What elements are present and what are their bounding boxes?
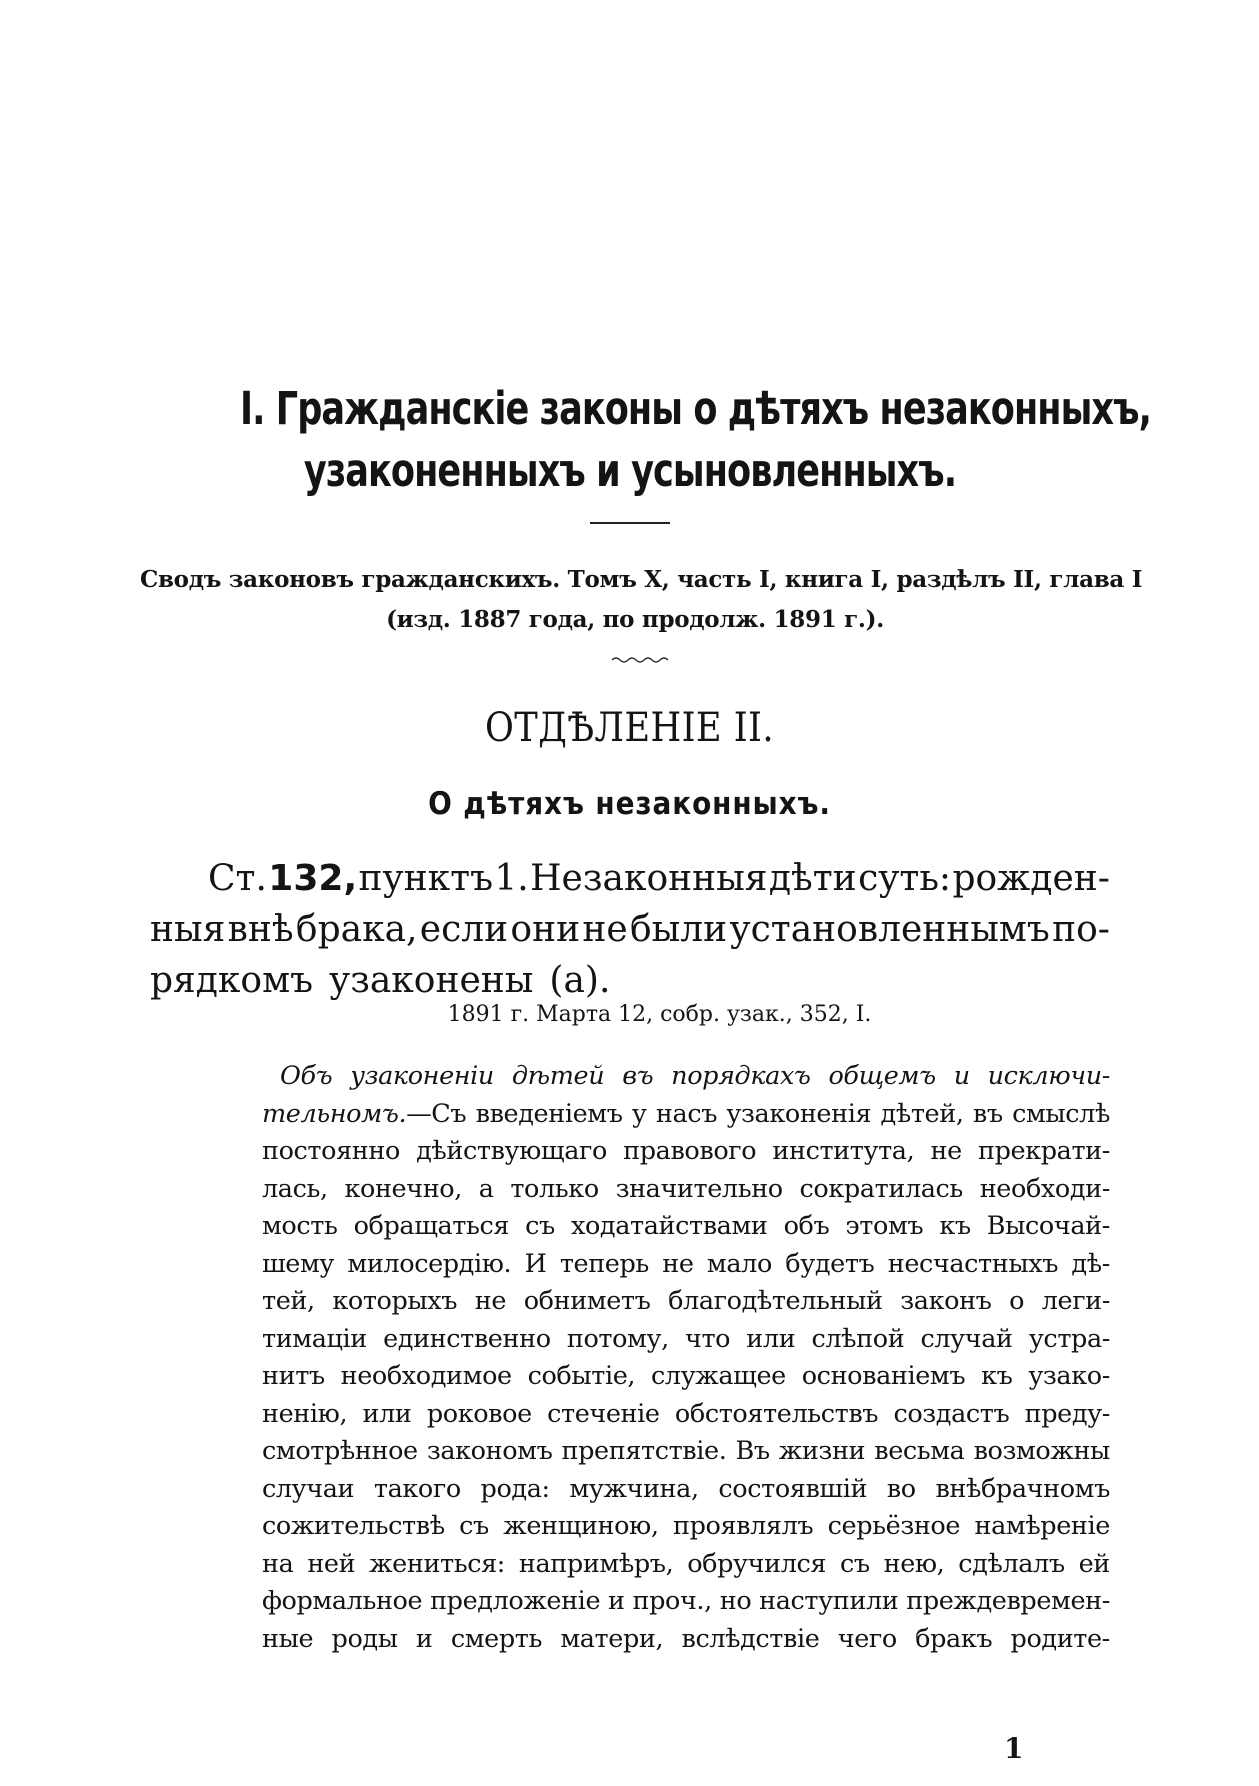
- document-title: [240, 378, 1151, 502]
- commentary-word: Въ: [735, 1436, 770, 1466]
- commentary-word: обращаться: [353, 1211, 510, 1241]
- commentary-word: бракъ: [915, 1623, 993, 1654]
- commentary-word: такого: [373, 1473, 461, 1504]
- commentary-word: ненію,: [262, 1398, 348, 1429]
- commentary-word: значительно: [615, 1173, 783, 1204]
- commentary-word: нею,: [883, 1548, 945, 1579]
- commentary-word: весьма: [874, 1436, 965, 1466]
- commentary-word: намѣреніе: [974, 1511, 1110, 1541]
- article-word: внѣ: [227, 909, 294, 950]
- commentary-word: сожительствѣ: [262, 1511, 445, 1541]
- commentary-line: [262, 1208, 1110, 1246]
- commentary-word: которыхъ: [332, 1286, 458, 1316]
- ornament-divider: [610, 655, 670, 665]
- section-subtitle: О дѣтяхъ незаконныхъ.: [428, 786, 831, 822]
- commentary-word: ней: [307, 1548, 356, 1579]
- commentary-word: постоянно: [262, 1136, 400, 1166]
- article-word: ныя: [150, 909, 226, 950]
- commentary-word: или: [362, 1398, 412, 1429]
- commentary-word: не: [930, 1136, 962, 1166]
- commentary-word: роды: [331, 1623, 398, 1654]
- commentary-line: [262, 1396, 1110, 1434]
- article-word: рядкомъ: [150, 960, 314, 1001]
- commentary-word: прекрати-: [977, 1136, 1110, 1166]
- commentary-word: И: [524, 1248, 547, 1279]
- commentary-word: случаи: [262, 1473, 355, 1504]
- commentary-word: стеченіе: [547, 1398, 660, 1429]
- commentary-word: женщиною,: [503, 1511, 659, 1541]
- commentary-word: ные: [262, 1623, 314, 1654]
- commentary-word: событіе,: [527, 1361, 636, 1391]
- commentary-word: правового: [623, 1136, 757, 1166]
- commentary-word: напримѣръ,: [518, 1548, 674, 1579]
- commentary-word: Объ: [280, 1061, 333, 1091]
- commentary-word: не: [662, 1248, 694, 1279]
- commentary-word: и: [953, 1061, 970, 1091]
- commentary-word: нитъ: [262, 1361, 325, 1391]
- commentary-word: проч.,: [632, 1586, 712, 1616]
- article-word: узаконены: [329, 960, 534, 1001]
- article-word: не: [582, 909, 628, 950]
- commentary-word: что: [684, 1323, 731, 1354]
- commentary-word: въ: [622, 1061, 654, 1091]
- commentary-word: тей,: [262, 1286, 315, 1316]
- commentary-word: шему: [262, 1248, 335, 1279]
- title-line-2: узаконенныхъ и усыновленныхъ.: [303, 444, 957, 497]
- article-word: 1.: [494, 858, 529, 899]
- commentary-word: узаконенія: [726, 1098, 872, 1129]
- commentary-word: несчастныхъ: [887, 1248, 1059, 1279]
- commentary-word: единственно: [383, 1323, 551, 1354]
- commentary-word: законъ: [900, 1286, 992, 1316]
- commentary-line: [262, 1358, 1110, 1396]
- commentary-word: состоявшій: [718, 1473, 868, 1504]
- title-line-1: I. Гражданскіе законы о дѣтяхъ незаконныхъ,: [240, 382, 1151, 435]
- commentary-word: дѣ-: [1071, 1248, 1110, 1279]
- commentary-word: порядкахъ: [671, 1061, 811, 1091]
- commentary-word: вслѣдствіе: [681, 1623, 820, 1654]
- commentary-word: обручился: [687, 1548, 827, 1579]
- commentary-word: не: [474, 1286, 507, 1316]
- commentary-line: [262, 1321, 1110, 1359]
- article-word: если: [419, 909, 509, 950]
- commentary-word: необходи-: [979, 1173, 1110, 1204]
- article-word: Незаконныя: [530, 858, 768, 899]
- commentary-word: объ: [783, 1211, 830, 1241]
- commentary-word: къ: [981, 1361, 1013, 1391]
- commentary-word: преду-: [1024, 1398, 1110, 1429]
- commentary-word: насъ: [655, 1098, 718, 1129]
- commentary-line: [262, 1471, 1110, 1509]
- commentary-word: потому,: [566, 1323, 669, 1354]
- commentary-word: ей: [1078, 1548, 1110, 1579]
- article-word: брака,: [295, 909, 418, 950]
- commentary-word: слѣпой: [811, 1323, 905, 1354]
- commentary-word: служащее: [651, 1361, 786, 1391]
- commentary-word: но: [719, 1586, 752, 1616]
- commentary-word: будетъ: [785, 1248, 875, 1279]
- commentary-line: [262, 1096, 1110, 1134]
- commentary-word: исключи-: [987, 1061, 1110, 1091]
- commentary-word: узако-: [1028, 1361, 1110, 1391]
- article-word: они: [510, 909, 581, 950]
- source-line-2: (изд. 1887 года, по продолж. 1891 г.).: [386, 606, 884, 633]
- commentary-word: дѣтей,: [880, 1098, 964, 1129]
- commentary-word: смыслѣ: [1012, 1098, 1110, 1129]
- commentary-word: создастъ: [893, 1398, 1010, 1429]
- commentary-word: случай: [920, 1323, 1013, 1354]
- commentary-line: [262, 1058, 1110, 1096]
- commentary-word: о: [1009, 1286, 1025, 1316]
- section-heading: ОТДѢЛЕНІЕ II.: [484, 705, 775, 751]
- commentary-word: благодѣтельный: [668, 1286, 883, 1316]
- commentary-text: [262, 1058, 1110, 1658]
- commentary-word: наступили: [759, 1586, 899, 1616]
- article-word: (а).: [549, 960, 611, 1001]
- commentary-word: теперь: [559, 1248, 649, 1279]
- article-word: по-: [1052, 909, 1110, 950]
- article-word: рожден-: [952, 858, 1110, 899]
- commentary-word: съ: [839, 1548, 870, 1579]
- title-divider: [590, 522, 670, 524]
- article-word: 132,: [268, 858, 358, 899]
- commentary-line: [262, 1546, 1110, 1584]
- page-number: 1: [1004, 1732, 1024, 1765]
- commentary-word: на: [262, 1548, 294, 1579]
- commentary-word: мость: [262, 1211, 338, 1241]
- article-word: Ст.: [208, 858, 267, 899]
- commentary-word: лась,: [262, 1173, 328, 1204]
- commentary-word: съ: [525, 1211, 555, 1241]
- commentary-line: [262, 1283, 1110, 1321]
- commentary-word: препятствіе.: [561, 1436, 727, 1466]
- commentary-word: обстоятельствъ: [674, 1398, 879, 1429]
- commentary-word: внѣбрачномъ: [935, 1473, 1110, 1504]
- commentary-line: [262, 1433, 1110, 1471]
- commentary-word: мало: [706, 1248, 772, 1279]
- commentary-word: обниметъ: [523, 1286, 651, 1316]
- commentary-line: [262, 1621, 1110, 1659]
- commentary-word: преждевремен-: [906, 1586, 1110, 1616]
- article-word: суть:: [858, 858, 952, 899]
- commentary-word: и: [608, 1586, 625, 1616]
- commentary-word: только: [510, 1173, 599, 1204]
- commentary-word: у: [631, 1098, 647, 1129]
- source-citation: [140, 560, 1143, 640]
- commentary-word: Высочай-: [986, 1211, 1110, 1241]
- commentary-word: мужчина,: [569, 1473, 699, 1504]
- commentary-word: роковое: [426, 1398, 532, 1429]
- commentary-word: предложеніе: [430, 1586, 601, 1616]
- article-word: установленнымъ: [729, 909, 1050, 950]
- commentary-word: серьёзное: [827, 1511, 961, 1541]
- commentary-word: ходатайствами: [570, 1211, 768, 1241]
- commentary-word: конечно,: [344, 1173, 462, 1204]
- commentary-word: формальное: [262, 1586, 423, 1616]
- commentary-word: введеніемъ: [475, 1098, 623, 1129]
- commentary-word: съ: [459, 1511, 489, 1541]
- commentary-word: къ: [939, 1211, 971, 1241]
- commentary-word: тимаціи: [262, 1323, 367, 1354]
- commentary-word: тельномъ.—Съ: [262, 1098, 467, 1129]
- commentary-word: устра-: [1028, 1323, 1110, 1354]
- commentary-word: а: [478, 1173, 494, 1204]
- commentary-word: и: [415, 1623, 433, 1654]
- commentary-word: института,: [772, 1136, 915, 1166]
- commentary-word: жениться:: [369, 1548, 505, 1579]
- commentary-word: этомъ: [845, 1211, 924, 1241]
- commentary-word: сдѣлалъ: [958, 1548, 1065, 1579]
- article-text: [150, 853, 1110, 1006]
- article-word: были: [629, 909, 728, 950]
- commentary-word: сократилась: [799, 1173, 963, 1204]
- commentary-word: въ: [972, 1098, 1003, 1129]
- commentary-word: рода:: [480, 1473, 550, 1504]
- article-reference: 1891 г. Марта 12, собр. узак., 352, I.: [447, 1002, 872, 1027]
- commentary-word: во: [886, 1473, 916, 1504]
- article-line: [150, 853, 1110, 904]
- commentary-word: основаніемъ: [801, 1361, 966, 1391]
- commentary-word: милосердію.: [347, 1248, 512, 1279]
- article-line: [150, 904, 1110, 955]
- commentary-word: чего: [837, 1623, 897, 1654]
- commentary-word: жизни: [778, 1436, 866, 1466]
- article-word: пунктъ: [358, 858, 494, 899]
- commentary-word: необходимое: [340, 1361, 512, 1391]
- commentary-line: [262, 1246, 1110, 1284]
- commentary-word: возможны: [973, 1436, 1110, 1466]
- commentary-word: дѣйствующаго: [416, 1136, 607, 1166]
- commentary-word: общемъ: [828, 1061, 936, 1091]
- commentary-word: проявлялъ: [673, 1511, 814, 1541]
- commentary-word: леги-: [1041, 1286, 1110, 1316]
- commentary-line: [262, 1171, 1110, 1209]
- commentary-word: смотрѣнное: [262, 1436, 418, 1466]
- commentary-word: или: [746, 1323, 796, 1354]
- commentary-word: смерть: [450, 1623, 542, 1654]
- article-word: дѣти: [768, 858, 857, 899]
- commentary-line: [262, 1133, 1110, 1171]
- commentary-word: узаконеніи: [350, 1061, 494, 1091]
- commentary-word: родите-: [1010, 1623, 1110, 1654]
- commentary-word: закономъ: [426, 1436, 553, 1466]
- commentary-line: [262, 1508, 1110, 1546]
- source-line-1: Сводъ законовъ гражданскихъ. Томъ X, часть I, книга I, раздѣлъ II, глава I: [140, 566, 1143, 593]
- commentary-line: [262, 1583, 1110, 1621]
- commentary-word: матери,: [560, 1623, 664, 1654]
- commentary-word: дѣтей: [511, 1061, 605, 1091]
